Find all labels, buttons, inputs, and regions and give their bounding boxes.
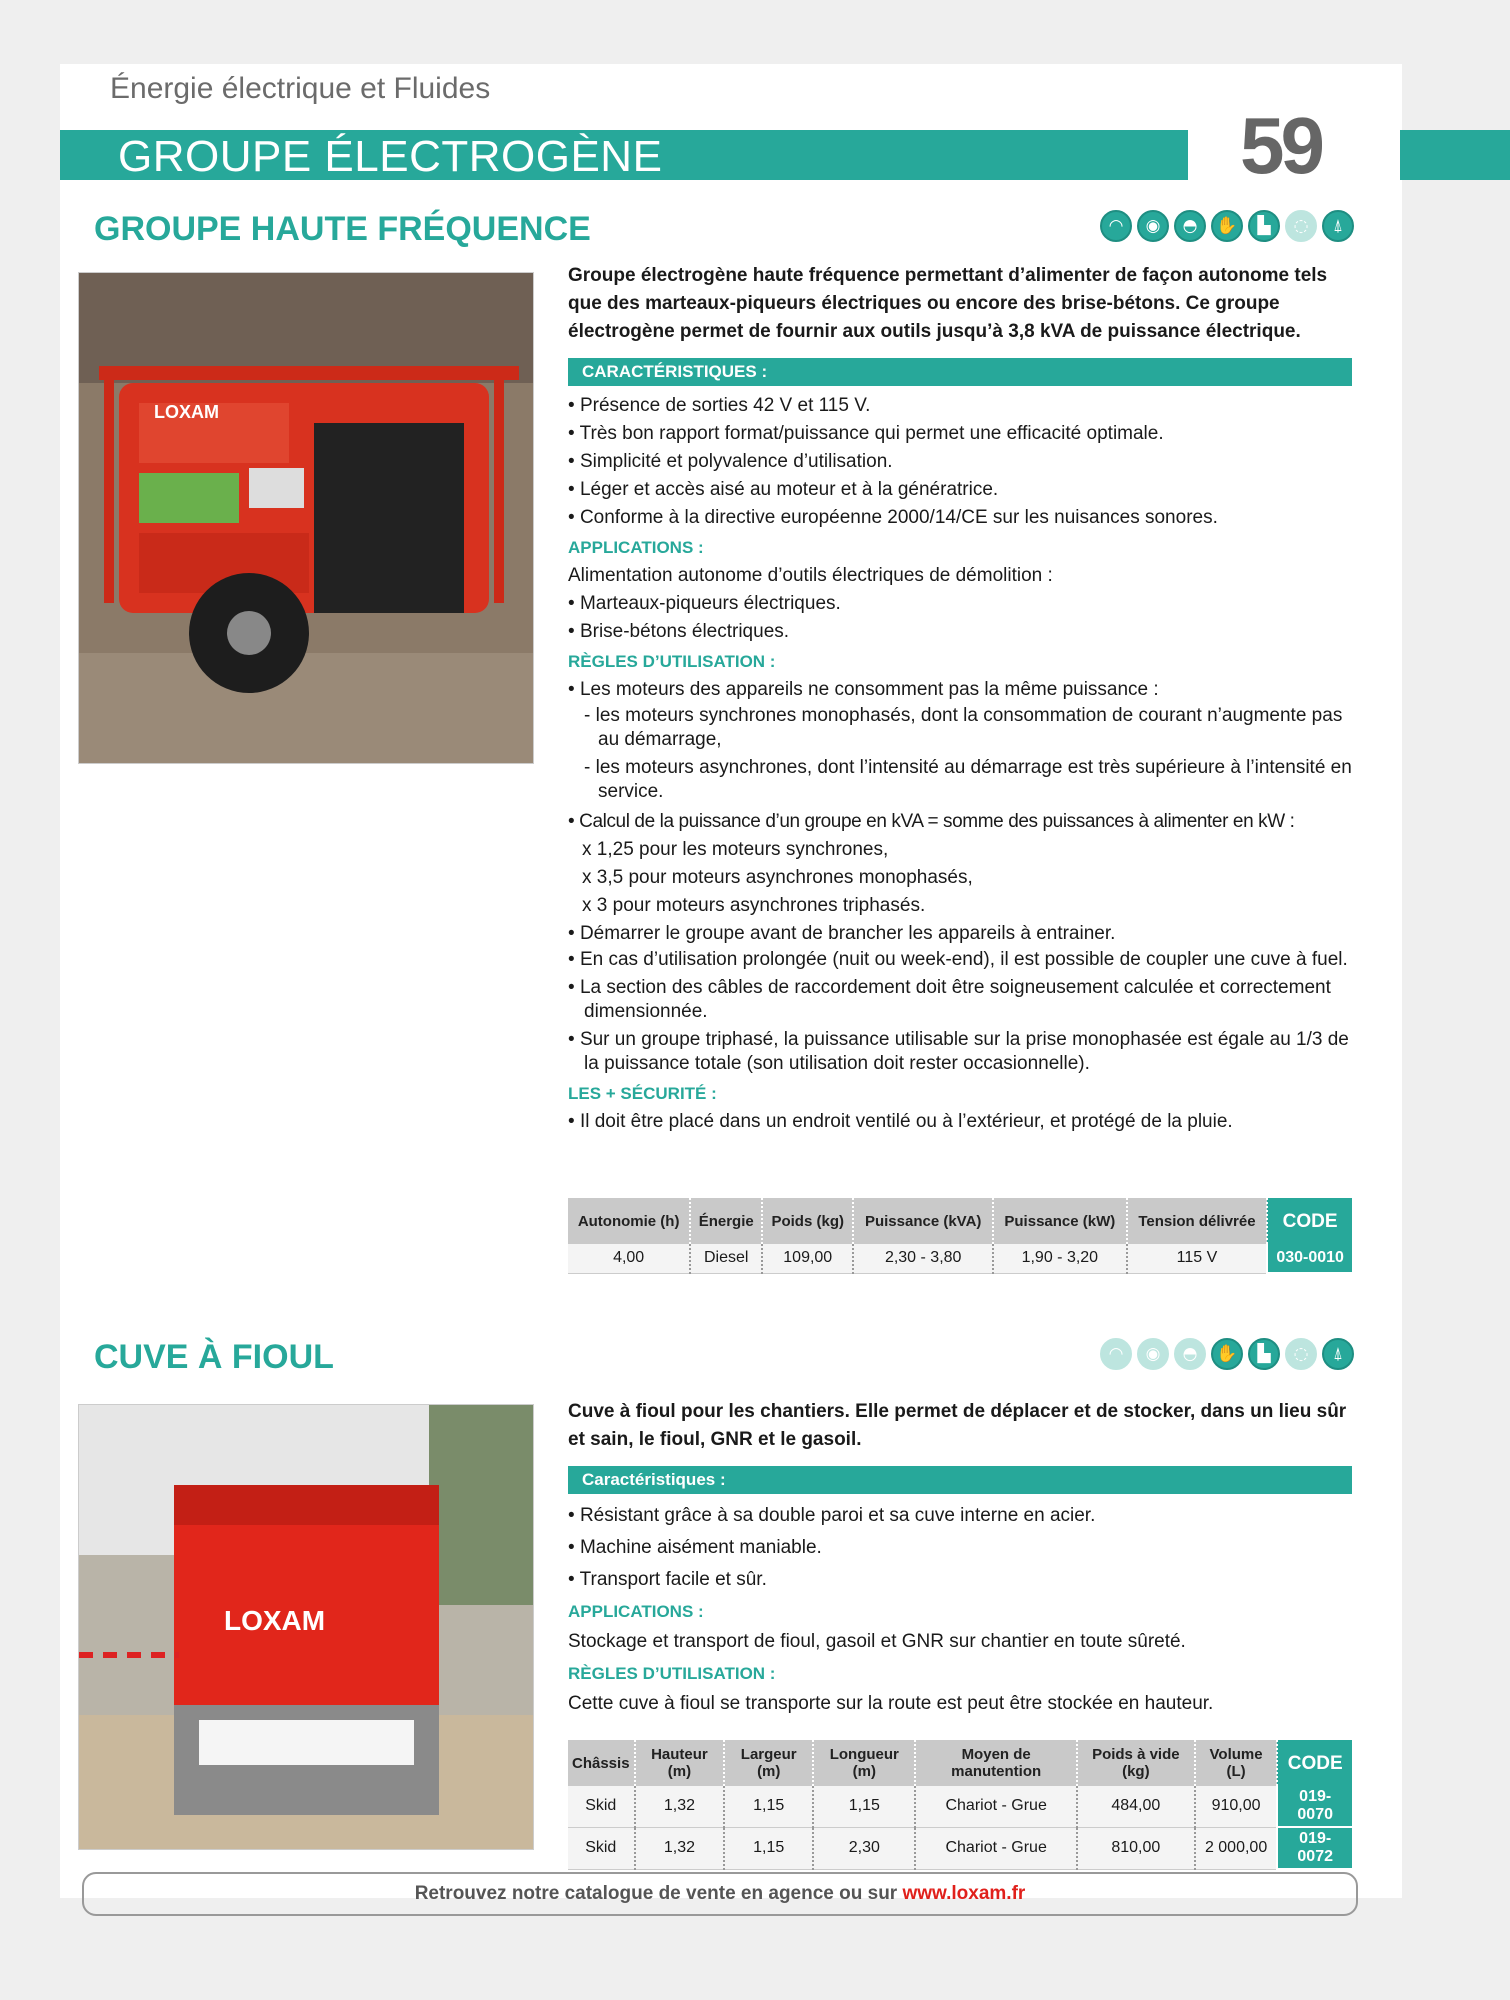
rule-multiplier: x 1,25 pour les moteurs synchrones, xyxy=(582,839,889,860)
applications-header: APPLICATIONS : xyxy=(568,1602,704,1621)
table-cell: 484,00 xyxy=(1077,1786,1195,1827)
footer-banner xyxy=(82,1872,1358,1916)
product-code: 030-0010 xyxy=(1267,1244,1352,1273)
product-code: 019-0070 xyxy=(1277,1786,1352,1827)
security-list xyxy=(568,1108,1352,1136)
product-description: Groupe électrogène haute fréquence permettant d’alimenter de façon autonome tels que des marteaux-piqueurs électriques ou encore des brise-bétons. Ce groupe électrogène permet de fournir aux outils jusqu’à 3,8 kVA de puissance électrique. xyxy=(568,265,1328,342)
hearing-protection-icon: ◠ xyxy=(1100,1338,1132,1370)
product-details-cuve xyxy=(568,1398,1352,1720)
table-header: Châssis xyxy=(568,1740,635,1786)
footer-text: Retrouvez notre catalogue de vente en agence ou sur xyxy=(414,1883,903,1904)
table-header: Moyen de manutention xyxy=(915,1740,1077,1786)
table-cell: 1,32 xyxy=(635,1827,725,1869)
table-cell: 2 000,00 xyxy=(1195,1827,1278,1869)
product-photo-groupe xyxy=(78,272,534,764)
table-header: Autonomie (h) xyxy=(568,1198,690,1244)
table-header: CODE xyxy=(1267,1198,1352,1244)
characteristics-list xyxy=(568,1500,1352,1596)
table-row xyxy=(568,1827,1352,1869)
characteristic-item: • Transport facile et sûr. xyxy=(568,1564,1352,1596)
rule-item: • Calcul de la puissance d’un groupe en kVA = somme des puissances à alimenter en kW : xyxy=(568,808,1352,836)
applications-text: Stockage et transport de fioul, gasoil et GNR sur chantier en toute sûreté. xyxy=(568,1631,1186,1652)
product-title-groupe: GROUPE HAUTE FRÉQUENCE xyxy=(94,210,591,248)
table-header: Poids (kg) xyxy=(762,1198,853,1244)
gloves-icon: ✋ xyxy=(1211,210,1243,242)
rule-subitem: - les moteurs asynchrones, dont l’intensité au démarrage est très supérieure à l’intensité en service. xyxy=(568,756,1352,804)
table-cell: 2,30 - 3,80 xyxy=(853,1244,993,1273)
product-title-cuve: CUVE À FIOUL xyxy=(94,1338,334,1376)
applications-header: APPLICATIONS : xyxy=(568,538,704,557)
table-cell: Diesel xyxy=(690,1244,762,1273)
characteristic-item: • Présence de sorties 42 V et 115 V. xyxy=(568,392,1352,420)
table-header: Puissance (kVA) xyxy=(853,1198,993,1244)
table-header: CODE xyxy=(1277,1740,1352,1786)
eye-protection-icon: ◉ xyxy=(1137,1338,1169,1370)
page-title: GROUPE ÉLECTROGÈNE xyxy=(118,132,663,181)
vest-icon: ⍋ xyxy=(1322,1338,1354,1370)
photo-brand-cuve: LOXAM xyxy=(224,1605,326,1636)
table-cell: Skid xyxy=(568,1827,635,1869)
mask-icon: ◌ xyxy=(1285,210,1317,242)
table-cell: 1,32 xyxy=(635,1786,725,1827)
footer-link[interactable]: www.loxam.fr xyxy=(902,1883,1026,1904)
table-cell: 1,15 xyxy=(724,1827,813,1869)
table-header: Longueur (m) xyxy=(813,1740,915,1786)
security-item: • Il doit être placé dans un endroit ventilé ou à l’extérieur, et protégé de la pluie. xyxy=(568,1108,1352,1136)
product-details-groupe xyxy=(568,262,1352,1136)
rules-text: Cette cuve à fioul se transporte sur la route est peut être stockée en hauteur. xyxy=(568,1693,1214,1714)
page-number: 59 xyxy=(1240,101,1321,190)
rule-item: • Démarrer le groupe avant de brancher les appareils à entrainer. xyxy=(568,920,1352,948)
section-label: Énergie électrique et Fluides xyxy=(110,72,491,105)
photo-brand-groupe: LOXAM xyxy=(154,402,219,422)
helmet-icon: ◓ xyxy=(1174,210,1206,242)
table-header: Largeur (m) xyxy=(724,1740,813,1786)
application-item: • Marteaux-piqueurs électriques. xyxy=(568,590,1352,618)
eye-protection-icon: ◉ xyxy=(1137,210,1169,242)
safety-boots-icon: ▙ xyxy=(1248,210,1280,242)
table-cell: 109,00 xyxy=(762,1244,853,1273)
table-cell: 115 V xyxy=(1127,1244,1268,1273)
rules-header: RÈGLES D’UTILISATION : xyxy=(568,652,776,671)
table-cell: Chariot - Grue xyxy=(915,1827,1077,1869)
table-cell: 1,90 - 3,20 xyxy=(993,1244,1127,1273)
rule-item: • En cas d’utilisation prolongée (nuit ou week-end), il est possible de coupler une cuve à fuel. xyxy=(568,948,1352,972)
characteristic-item: • Machine aisément maniable. xyxy=(568,1532,1352,1564)
product-description: Cuve à fioul pour les chantiers. Elle permet de déplacer et de stocker, dans un lieu sûr et sain, le fioul, GNR et le gasoil. xyxy=(568,1401,1347,1450)
helmet-icon: ◓ xyxy=(1174,1338,1206,1370)
table-header: Énergie xyxy=(690,1198,762,1244)
rule-item: • Les moteurs des appareils ne consomment pas la même puissance : xyxy=(568,676,1352,704)
characteristic-item: • Résistant grâce à sa double paroi et sa cuve interne en acier. xyxy=(568,1500,1352,1532)
table-row xyxy=(568,1786,1352,1827)
table-header: Volume (L) xyxy=(1195,1740,1278,1786)
safety-icons-cuve xyxy=(1100,1338,1354,1370)
hearing-protection-icon: ◠ xyxy=(1100,210,1132,242)
safety-boots-icon: ▙ xyxy=(1248,1338,1280,1370)
table-header: Puissance (kW) xyxy=(993,1198,1127,1244)
table-cell: 1,15 xyxy=(724,1786,813,1827)
table-header: Hauteur (m) xyxy=(635,1740,725,1786)
applications-intro: Alimentation autonome d’outils électriques de démolition : xyxy=(568,565,1053,586)
product-photo-cuve xyxy=(78,1404,534,1850)
table-cell: 1,15 xyxy=(813,1786,915,1827)
characteristics-list xyxy=(568,392,1352,532)
product-code: 019-0072 xyxy=(1277,1827,1352,1869)
table-cell: 810,00 xyxy=(1077,1827,1195,1869)
characteristics-header: CARACTÉRISTIQUES : xyxy=(568,358,1352,386)
characteristic-item: • Conforme à la directive européenne 2000/14/CE sur les nuisances sonores. xyxy=(568,504,1352,532)
table-row xyxy=(568,1244,1352,1273)
vest-icon: ⍋ xyxy=(1322,210,1354,242)
table-cell: 910,00 xyxy=(1195,1786,1278,1827)
rule-item: • La section des câbles de raccordement doit être soigneusement calculée et correctement dimensionnée. xyxy=(568,976,1352,1024)
rules-header: RÈGLES D’UTILISATION : xyxy=(568,1664,776,1683)
table-header: Tension délivrée xyxy=(1127,1198,1268,1244)
spec-table-groupe xyxy=(568,1198,1352,1274)
characteristics-header: Caractéristiques : xyxy=(568,1466,1352,1494)
security-header: LES + SÉCURITÉ : xyxy=(568,1084,717,1103)
safety-icons-groupe xyxy=(1100,210,1354,242)
gloves-icon: ✋ xyxy=(1211,1338,1243,1370)
table-cell: Skid xyxy=(568,1786,635,1827)
applications-list xyxy=(568,590,1352,646)
rule-item: • Sur un groupe triphasé, la puissance utilisable sur la prise monophasée est égale au 1/3 de la puissance totale (son utilisation doit rester occasionnelle). xyxy=(568,1028,1352,1076)
table-cell: 4,00 xyxy=(568,1244,690,1273)
characteristic-item: • Léger et accès aisé au moteur et à la génératrice. xyxy=(568,476,1352,504)
page-edge-tab xyxy=(1400,130,1510,180)
characteristic-item: • Simplicité et polyvalence d’utilisation. xyxy=(568,448,1352,476)
table-cell: Chariot - Grue xyxy=(915,1786,1077,1827)
mask-icon: ◌ xyxy=(1285,1338,1317,1370)
title-band xyxy=(60,130,1188,180)
rule-multiplier: x 3 pour moteurs asynchrones triphasés. xyxy=(582,895,926,916)
table-cell: 2,30 xyxy=(813,1827,915,1869)
rule-multiplier: x 3,5 pour moteurs asynchrones monophasés, xyxy=(582,867,973,888)
characteristic-item: • Très bon rapport format/puissance qui permet une efficacité optimale. xyxy=(568,420,1352,448)
application-item: • Brise-bétons électriques. xyxy=(568,618,1352,646)
spec-table-cuve xyxy=(568,1740,1352,1870)
table-header: Poids à vide (kg) xyxy=(1077,1740,1195,1786)
rule-subitem: - les moteurs synchrones monophasés, dont la consommation de courant n’augmente pas au démarrage, xyxy=(568,704,1352,752)
